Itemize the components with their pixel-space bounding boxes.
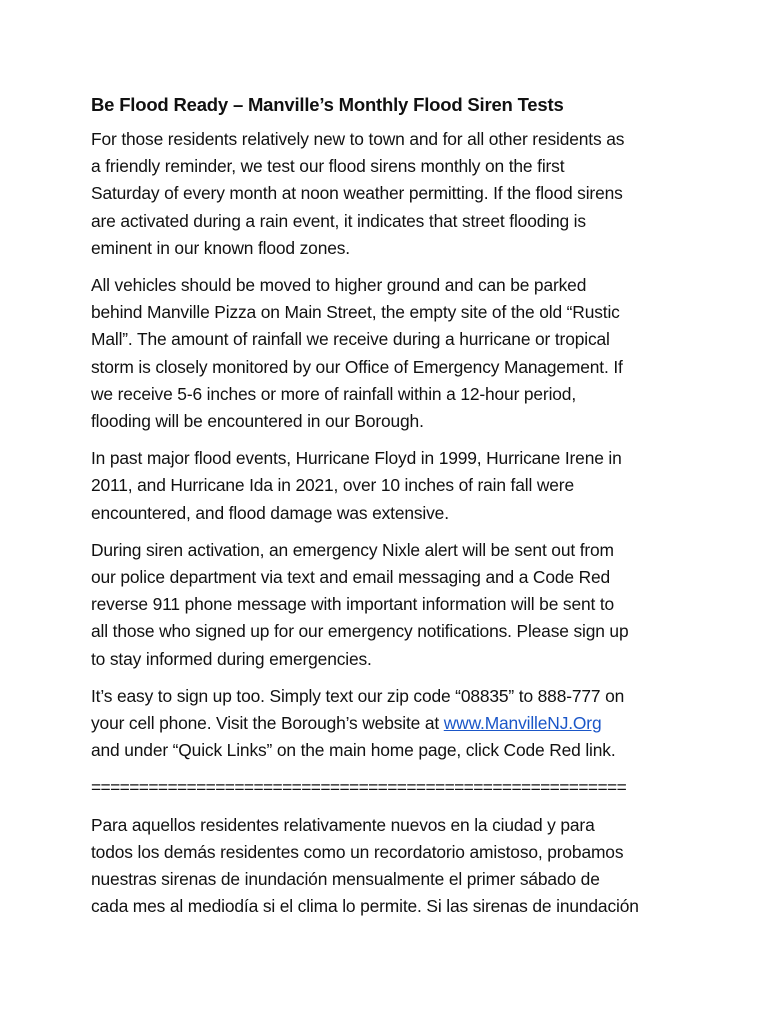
text-line: todos los demás residentes como un recordatorio amistoso, probamos bbox=[91, 841, 624, 862]
text-line: behind Manville Pizza on Main Street, the empty site of the old “Rustic bbox=[91, 302, 620, 323]
text-line: encountered, and flood damage was extensive. bbox=[91, 502, 449, 523]
paragraph-vehicles bbox=[91, 272, 691, 435]
document-page bbox=[91, 92, 691, 930]
website-link[interactable]: www.ManvilleNJ.Org bbox=[443, 713, 602, 734]
text-line: nuestras sirenas de inundación mensualmente el primer sábado de bbox=[91, 869, 600, 890]
paragraph-sign-up bbox=[91, 683, 691, 765]
text-line: storm is closely monitored by our Office of Emergency Management. If bbox=[91, 356, 623, 377]
text-line: a friendly reminder, we test our flood sirens monthly on the first bbox=[91, 156, 565, 177]
document-title: Be Flood Ready – Manville’s Monthly Flood Siren Tests bbox=[91, 94, 564, 115]
text-line: In past major flood events, Hurricane Floyd in 1999, Hurricane Irene in bbox=[91, 448, 622, 469]
paragraph-past-floods bbox=[91, 445, 691, 527]
text-line: are activated during a rain event, it indicates that street flooding is bbox=[91, 210, 586, 231]
text-line: Saturday of every month at noon weather permitting. If the flood sirens bbox=[91, 183, 623, 204]
text-line: we receive 5-6 inches or more of rainfall within a 12-hour period, bbox=[91, 383, 577, 404]
text-line: It’s easy to sign up too. Simply text our zip code “08835” to 888-777 on bbox=[91, 685, 625, 706]
text-line: Para aquellos residentes relativamente nuevos en la ciudad y para bbox=[91, 814, 595, 835]
paragraph-siren-activation bbox=[91, 537, 691, 673]
section-divider: ======================================================== bbox=[91, 777, 627, 798]
text-line: For those residents relatively new to town and for all other residents as bbox=[91, 129, 625, 149]
text-line: our police department via text and email messaging and a Code Red bbox=[91, 567, 611, 588]
text-line: During siren activation, an emergency Nixle alert will be sent out from bbox=[91, 539, 614, 560]
text-line: 2011, and Hurricane Ida in 2021, over 10 inches of rain fall were bbox=[91, 475, 574, 496]
text-line: eminent in our known flood zones. bbox=[91, 237, 350, 258]
text-line: reverse 911 phone message with important information will be sent to bbox=[91, 594, 615, 615]
text-line: flooding will be encountered in our Borough. bbox=[91, 411, 424, 432]
text-line: to stay informed during emergencies. bbox=[91, 648, 372, 669]
text-line: All vehicles should be moved to higher ground and can be parked bbox=[91, 275, 587, 296]
text-line: all those who signed up for our emergency notifications. Please sign up bbox=[91, 621, 629, 642]
text-line: Mall”. The amount of rainfall we receive during a hurricane or tropical bbox=[91, 329, 610, 350]
text-segment: your cell phone. Visit the Borough’s website at bbox=[91, 713, 444, 734]
text-line-with-link bbox=[91, 710, 691, 737]
text-line: cada mes al mediodía si el clima lo permite. Si las sirenas de inundación bbox=[91, 896, 639, 917]
paragraph-spanish bbox=[91, 812, 691, 921]
paragraph-siren-tests bbox=[91, 126, 691, 262]
text-line: and under “Quick Links” on the main home page, click Code Red link. bbox=[91, 740, 616, 761]
